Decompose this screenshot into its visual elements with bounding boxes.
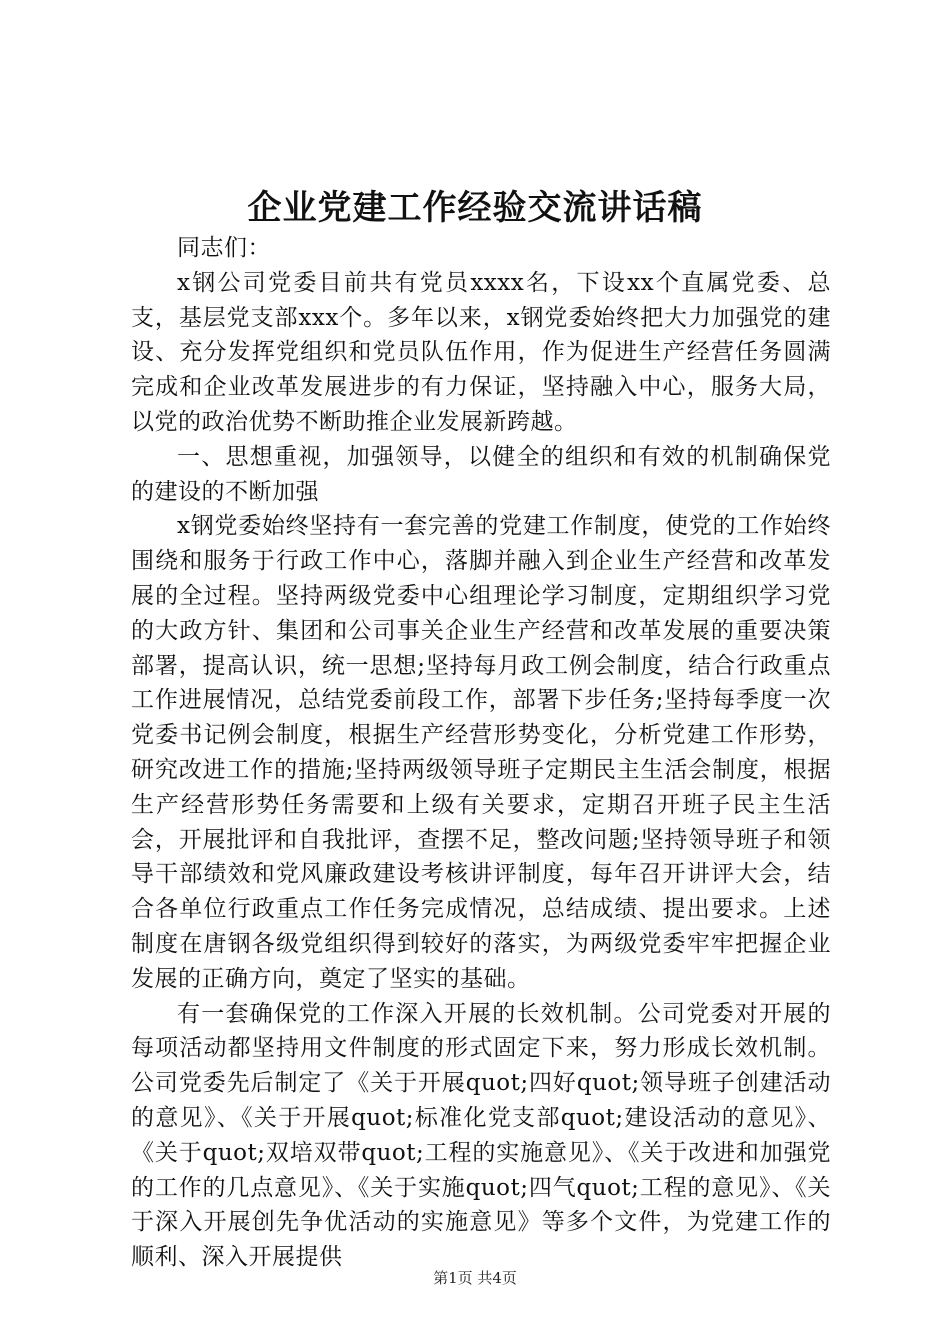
page-footer: 第1页 共4页 (433, 1269, 517, 1287)
section-heading-1: 一、思想重视，加强领导，以健全的组织和有效的机制确保党的建设的不断加强 (131, 443, 831, 505)
document-body (131, 231, 831, 1275)
paragraph-mechanism: 有一套确保党的工作深入开展的长效机制。公司党委对开展的每项活动都坚持用文件制度的形式固定下来，努力形成长效机制。公司党委先后制定了《关于开展quot;四好quot;领导班子创建活动的意见》、《关于开展quot;标准化党支部quot;建设活动的意见》、《关于quot;双培双带quot;工程的实施意见》、《关于改进和加强党的工作的几点意见》、《关于实施quot;四气quot;工程的意见》、《关于深入开展创先争优活动的实施意见》等多个文件，为党建工作的顺利、深入开展提供 (131, 1000, 831, 1271)
paragraph-system: x钢党委始终坚持有一套完善的党建工作制度，使党的工作始终围绕和服务于行政工作中心，落脚并融入到企业生产经营和改革发展的全过程。坚持两级党委中心组理论学习制度，定期组织学习党的大政方针、集团和公司事关企业生产经营和改革发展的重要决策部署，提高认识，统一思想;坚持每月政工例会制度，结合行政重点工作进展情况，总结党委前段工作，部署下步任务;坚持每季度一次党委书记例会制度，根据生产经营形势变化，分析党建工作形势，研究改进工作的措施;坚持两级领导班子定期民主生活会制度，根据生产经营形势任务需要和上级有关要求，定期召开班子民主生活会，开展批评和自我批评，查摆不足，整改问题;坚持领导班子和领导干部绩效和党风廉政建设考核讲评制度，每年召开讲评大会，结合各单位行政重点工作任务完成情况，总结成绩、提出要求。上述制度在唐钢各级党组织得到较好的落实，为两级党委牢牢把握企业发展的正确方向，奠定了坚实的基础。 (131, 513, 831, 992)
document-title: 企业党建工作经验交流讲话稿 (247, 188, 703, 228)
paragraph-salutation: 同志们： (177, 235, 271, 261)
paragraph-intro: x钢公司党委目前共有党员xxxx名，下设xx个直属党委、总支，基层党支部xxx个。多年以来，x钢党委始终把大力加强党的建设、充分发挥党组织和党员队伍作用，作为促进生产经营任务圆满完成和企业改革发展进步的有力保证，坚持融入中心，服务大局，以党的政治优势不断助推企业发展新跨越。 (131, 269, 831, 435)
